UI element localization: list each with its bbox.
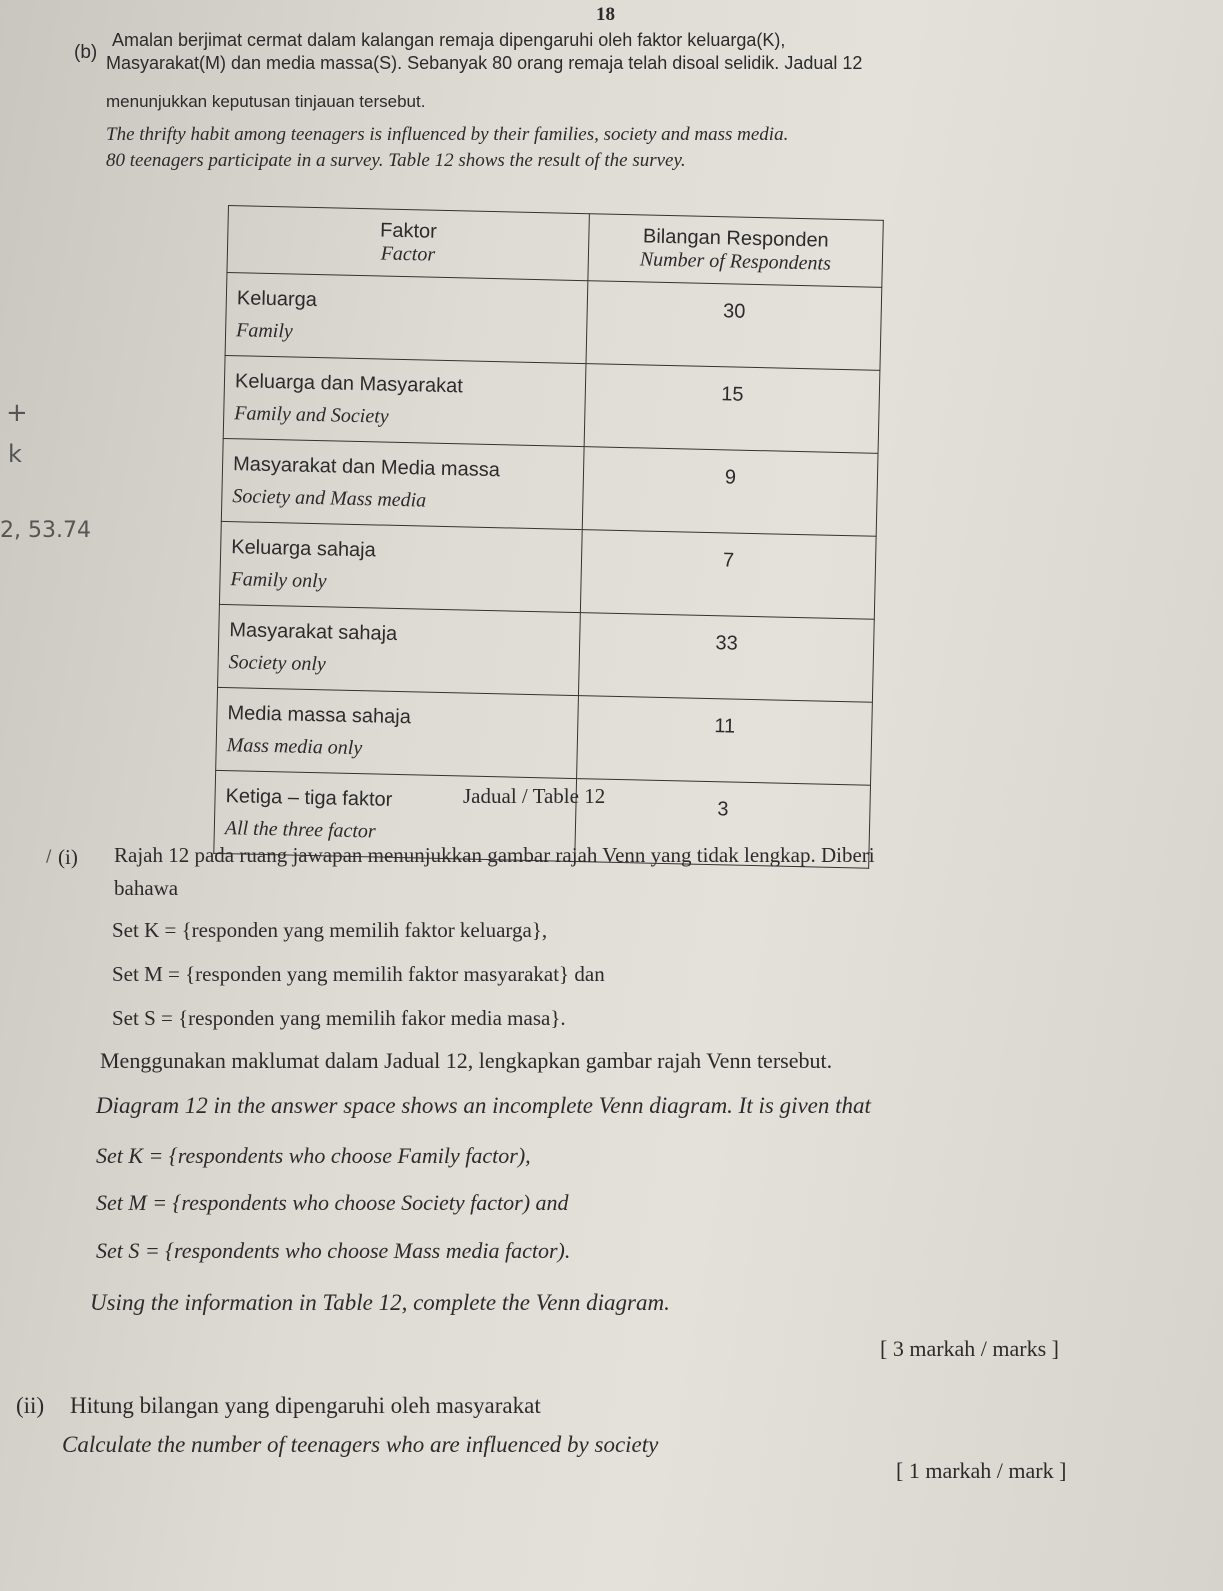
header-factor <box>227 206 589 281</box>
factor-english: Family only <box>230 568 327 593</box>
survey-table <box>213 205 884 869</box>
part-i-malay-line-1: Rajah 12 pada ruang jawapan menunjukkan gambar rajah Venn yang tidak lengkap. Diberi <box>114 843 875 867</box>
set-m-malay: Set M = {responden yang memilih faktor masyarakat} dan <box>112 962 605 986</box>
question-b-malay-line-3: menunjukkan keputusan tinjauan tersebut. <box>106 92 426 111</box>
factor-malay: Keluarga dan Masyarakat <box>234 370 464 398</box>
header-factor-english: Factor <box>380 242 436 266</box>
margin-note-plus: + <box>6 398 28 428</box>
factor-english: Mass media only <box>226 734 363 760</box>
question-b-malay-line-2: Masyarakat(M) dan media massa(S). Sebanyak 80 orang remaja telah disoal selidik. Jadual 12 <box>106 53 863 73</box>
count-cell: 3 <box>575 779 871 869</box>
table-row <box>218 604 875 702</box>
margin-note-k: k <box>8 440 22 468</box>
factor-english: Society and Mass media <box>232 485 427 512</box>
header-count-malay: Bilangan Responden <box>642 225 829 252</box>
part-ii-label: (ii) <box>16 1393 45 1418</box>
part-ii-malay: Hitung bilangan yang dipengaruhi oleh masyarakat <box>70 1393 541 1418</box>
factor-malay: Ketiga – tiga faktor <box>225 785 393 811</box>
margin-note-tick: / <box>46 846 52 865</box>
part-i-malay-line-2: bahawa <box>114 876 179 900</box>
count-cell: 7 <box>580 530 876 620</box>
part-i-english-instruction: Using the information in Table 12, complete the Venn diagram. <box>90 1290 670 1315</box>
factor-malay: Masyarakat sahaja <box>229 619 398 645</box>
factor-cell <box>218 604 581 695</box>
factor-malay: Masyarakat dan Media massa <box>232 453 501 482</box>
factor-cell <box>221 438 584 529</box>
table-row <box>225 272 882 370</box>
table-caption: Jadual / Table 12 <box>463 784 606 808</box>
factor-english: Family and Society <box>234 402 389 428</box>
set-s-malay: Set S = {responden yang memilih fakor media masa}. <box>112 1006 566 1030</box>
set-s-english: Set S = {respondents who choose Mass media factor). <box>96 1238 571 1263</box>
factor-english: Family <box>235 319 294 343</box>
count-cell: 30 <box>586 281 882 371</box>
factor-cell <box>219 521 582 612</box>
page-number: 18 <box>596 4 615 25</box>
count-cell: 11 <box>577 696 873 786</box>
set-k-english: Set K = {respondents who choose Family factor), <box>96 1143 531 1168</box>
count-cell: 33 <box>578 613 874 703</box>
part-ii-english: Calculate the number of teenagers who are influenced by society <box>62 1432 659 1457</box>
header-count-english: Number of Respondents <box>639 248 832 275</box>
part-i-marks: [ 3 markah / marks ] <box>880 1336 1059 1361</box>
factor-cell <box>223 355 586 446</box>
factor-cell <box>225 272 588 363</box>
count-cell: 15 <box>584 364 880 454</box>
question-b-malay-line-1: Amalan berjimat cermat dalam kalangan remaja dipengaruhi oleh faktor keluarga(K), <box>112 30 786 50</box>
table-row <box>221 438 878 536</box>
question-b-english-line-1: The thrifty habit among teenagers is influenced by their families, society and mass media. <box>106 124 789 145</box>
part-i-label: (i) <box>58 845 78 869</box>
factor-malay: Keluarga sahaja <box>230 536 377 562</box>
factor-cell <box>216 687 579 778</box>
question-b-label: (b) <box>74 42 98 63</box>
part-ii-marks: [ 1 markah / mark ] <box>896 1458 1067 1483</box>
header-count <box>588 214 883 288</box>
factor-english: All the three factor <box>224 817 376 843</box>
factor-malay: Keluarga <box>236 287 318 312</box>
factor-malay: Media massa sahaja <box>227 702 412 729</box>
table-row <box>216 687 873 785</box>
set-m-english: Set M = {respondents who choose Society factor) and <box>96 1190 569 1215</box>
table-row <box>223 355 880 453</box>
margin-note-numbers: 2, 53.74 <box>0 518 91 543</box>
part-i-english-line-1: Diagram 12 in the answer space shows an incomplete Venn diagram. It is given that <box>96 1093 871 1118</box>
count-cell: 9 <box>582 447 878 537</box>
part-i-malay-instruction: Menggunakan maklumat dalam Jadual 12, lengkapkan gambar rajah Venn tersebut. <box>100 1048 833 1073</box>
header-factor-malay: Faktor <box>379 219 438 243</box>
set-k-malay: Set K = {responden yang memilih faktor keluarga}, <box>112 918 548 942</box>
question-b-english-line-2: 80 teenagers participate in a survey. Table 12 shows the result of the survey. <box>106 150 686 171</box>
table-row <box>219 521 876 619</box>
factor-english: Society only <box>228 651 327 676</box>
